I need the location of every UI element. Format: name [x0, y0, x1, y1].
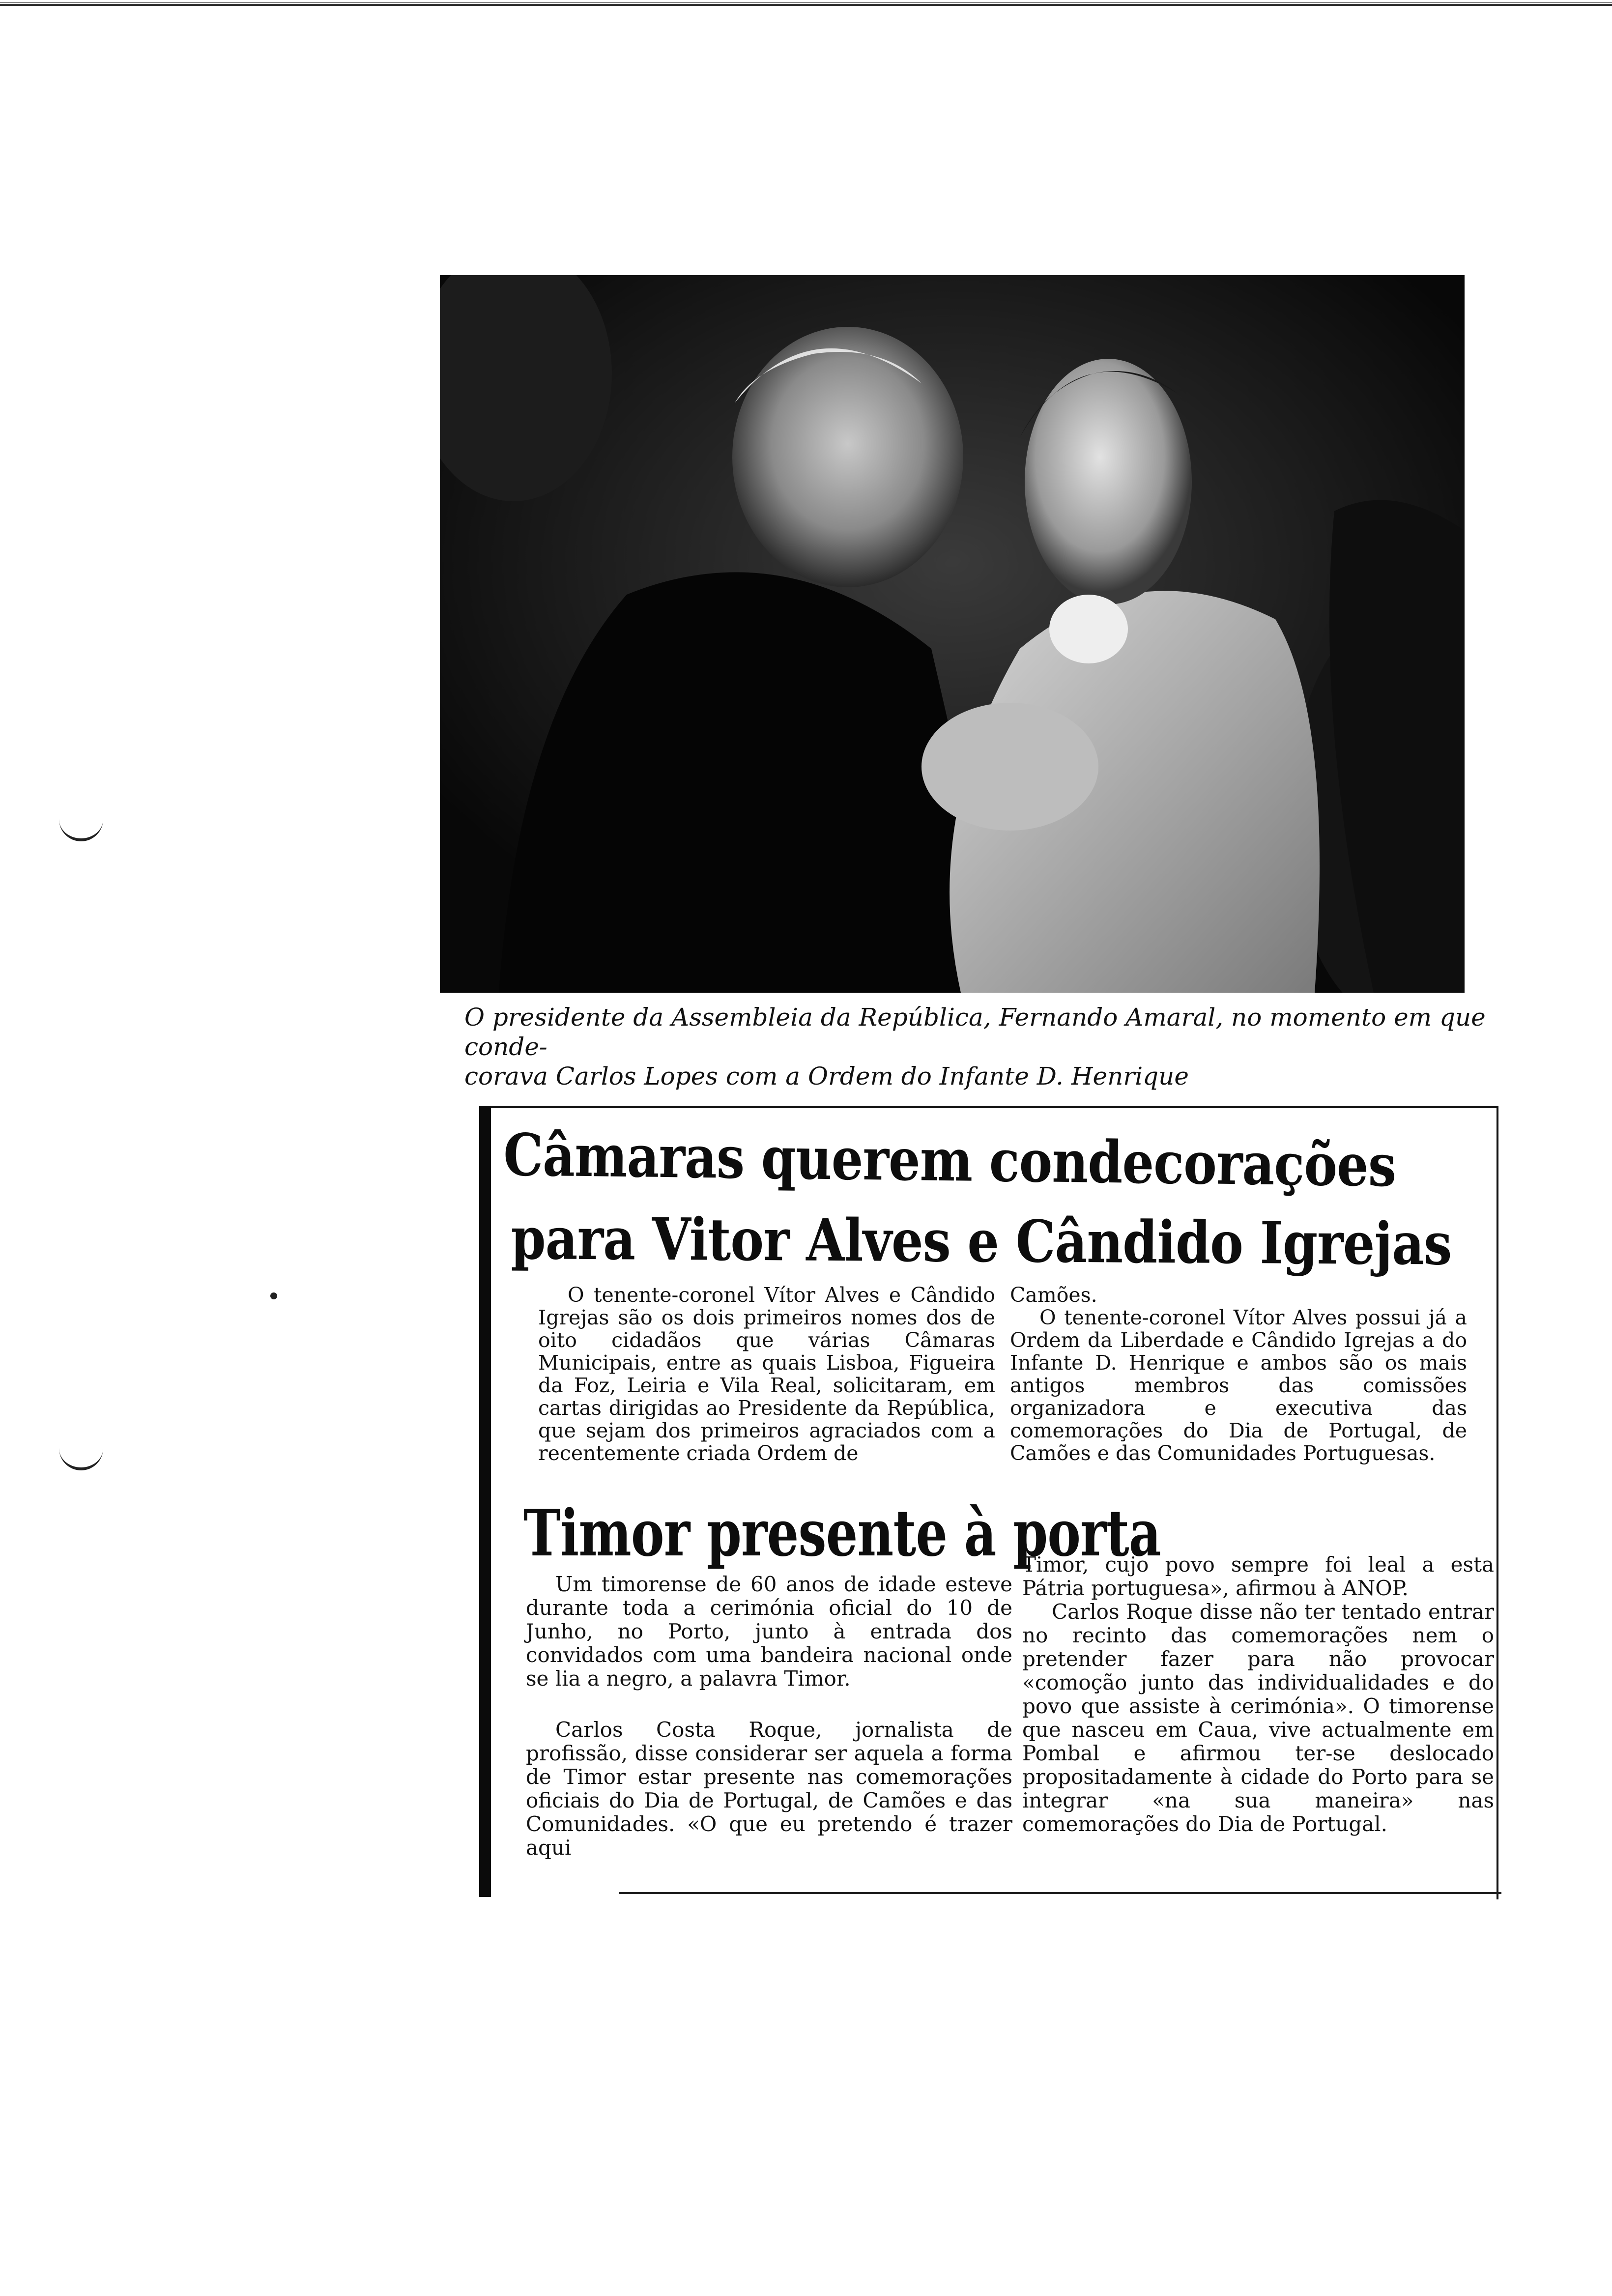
paragraph-continuation: Camões. [1010, 1283, 1097, 1307]
caption-line: corava Carlos Lopes com a Ordem do Infante D. Henrique [464, 1062, 1189, 1091]
paragraph: O tenente-coronel Vítor Alves possui já a Ordem da Liberdade e Cândido Igrejas a do Infante D. Henrique e ambos são os mais antigos membros das comissões organizadora e executiva das comemorações do Dia de Portugal, de Camões e das Comunidades Portuguesas. [1010, 1306, 1467, 1465]
paragraph-continuation: Timor, cujo povo sempre foi leal a esta Pátria portuguesa», afirmou à ANOP. [1022, 1552, 1494, 1600]
article-column [526, 1573, 1012, 1860]
paragraph: Carlos Costa Roque, jornalista de profissão, disse considerar ser aquela a forma de Timor estar presente nas comemorações oficiais do Dia de Portugal, de Camões e das Comunidades. «O que eu pretendo é trazer aqui [526, 1718, 1012, 1860]
news-photo [440, 275, 1465, 993]
photo-caption [464, 1003, 1536, 1091]
paragraph: Um timorense de 60 anos de idade esteve durante toda a cerimónia oficial do 10 de Junho, no Porto, junto à entrada dos convidados com uma bandeira nacional onde se lia a negro, a palavra Timor. [526, 1572, 1012, 1691]
punch-hole-mark [59, 1445, 103, 1470]
caption-line: O presidente da Assembleia da República, Fernando Amaral, no momento em que conde- [464, 1003, 1486, 1061]
article-headline: Timor presente à porta [523, 1495, 1161, 1571]
scan-speck [270, 1292, 277, 1299]
article-headline: Câmaras querem condecorações [503, 1120, 1396, 1200]
article-column [538, 1284, 995, 1464]
punch-hole-mark [59, 816, 103, 841]
scan-edge-line [0, 2, 1612, 3]
paragraph: O tenente-coronel Vítor Alves e Cândido Igrejas são os dois primeiros nomes dos de oito cidadãos que várias Câmaras Municipais, entre as quais Lisboa, Figueira da Foz, Leiria e Vila Real, solicitaram, em cartas dirigidas ao Presidente da República, que sejam dos primeiros agraciados com a recentemente criada Ordem de [538, 1283, 995, 1465]
article-column [1022, 1553, 1494, 1836]
photo-illustration [440, 275, 1465, 993]
paragraph: Carlos Roque disse não ter tentado entrar no recinto das comemorações nem o pretender fazer para não provocar «comoção junto das individualidades e do povo que assiste à cerimónia». O timorense que nasceu em Caua, vive actualmente em Pombal e afirmou ter-se deslocado propositadamente à cidade do Porto para se integrar «na sua maneira» nas comemorações do Dia de Portugal. [1022, 1600, 1494, 1836]
scan-top-rule [0, 4, 1612, 6]
article-bottom-rule [619, 1892, 1501, 1894]
article-sidebar-bar [479, 1106, 491, 1897]
article-headline: para Vitor Alves e Cândido Igrejas [511, 1204, 1452, 1278]
article-column [1010, 1284, 1467, 1464]
